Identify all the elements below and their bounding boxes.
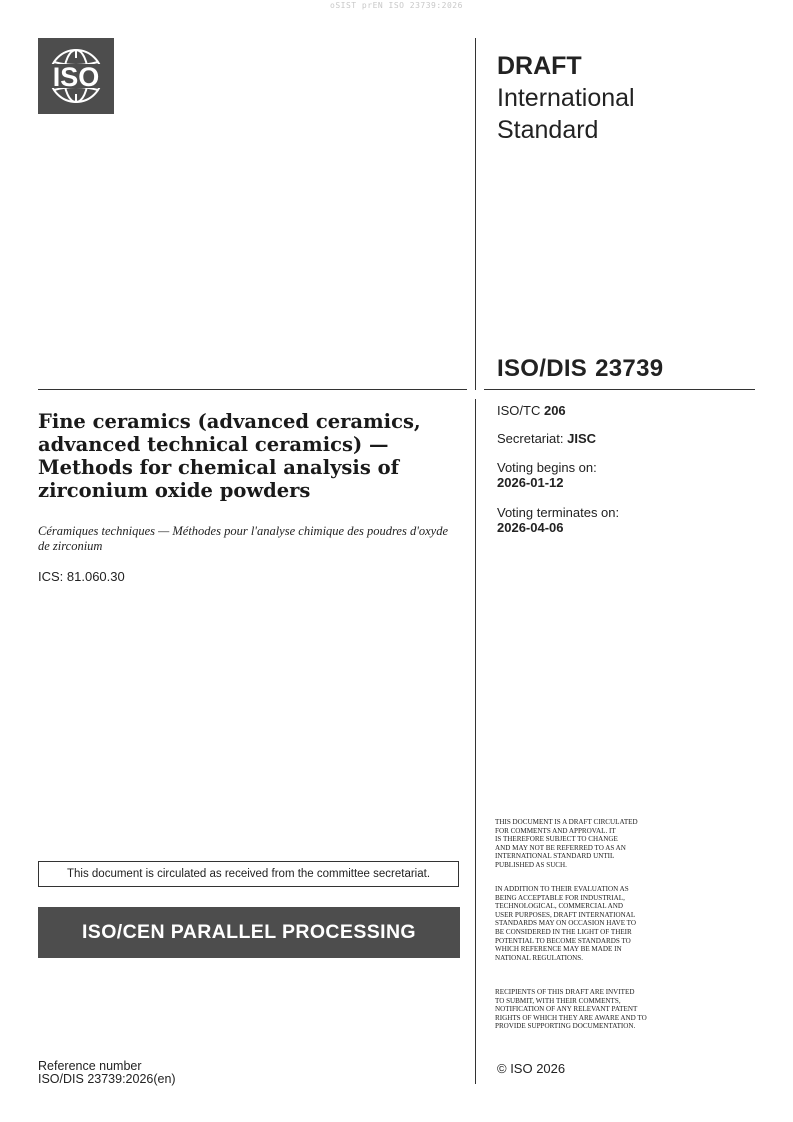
logo-text: ISO — [52, 62, 100, 92]
technical-committee — [497, 403, 566, 418]
secretariat-value: JISC — [567, 431, 597, 446]
voting-begins — [497, 460, 597, 490]
international-label: International — [497, 84, 635, 112]
draft-label: DRAFT — [497, 52, 582, 80]
parallel-processing-banner: ISO/CEN PARALLEL PROCESSING — [38, 907, 460, 958]
copyright: © ISO 2026 — [497, 1061, 566, 1076]
document-title: Fine ceramics (advanced ceramics, advanced technical ceramics) — Methods for chemical analysis of zirconium oxide powders — [38, 410, 421, 502]
circulation-notice: This document is circulated as received from the committee secretariat. — [38, 861, 459, 887]
french-title: Céramiques techniques — Méthodes pour l'analyse chimique des poudres d'oxyde de zirconium — [38, 524, 449, 553]
reference-number — [38, 1060, 176, 1086]
draft-notice-paragraph-3: RECIPIENTS OF THIS DRAFT ARE INVITED TO SUBMIT, WITH THEIR COMMENTS, NOTIFICATION OF ANY RELEVANT PATENT RIGHTS OF WHICH THEY ARE AWARE AND TO PROVIDE SUPPORTING DOCUMENTATION. — [495, 988, 647, 1031]
secretariat — [497, 431, 596, 446]
right-rule — [484, 389, 755, 390]
column-divider-bottom — [475, 399, 476, 1084]
tc-label: ISO/TC — [497, 403, 541, 418]
ics-code: ICS: 81.060.30 — [38, 569, 125, 584]
document-number — [497, 355, 663, 383]
document-id: 23739 — [595, 355, 664, 382]
voting-terminates-label: Voting terminates on: — [497, 505, 620, 520]
voting-begins-date: 2026-01-12 — [497, 475, 564, 490]
iso-logo — [38, 38, 114, 114]
left-rule — [38, 389, 467, 390]
voting-terminates-date: 2026-04-06 — [497, 520, 564, 535]
tc-value: 206 — [543, 403, 566, 418]
iso-globe-logo-icon — [38, 38, 114, 114]
reference-value: ISO/DIS 23739:2026(en) — [38, 1072, 176, 1086]
watermark: oSIST prEN ISO 23739:2026 — [330, 1, 463, 10]
column-divider-top — [475, 38, 476, 390]
standard-label: Standard — [497, 116, 599, 144]
voting-begins-label: Voting begins on: — [497, 460, 597, 475]
draft-notice-paragraph-1: THIS DOCUMENT IS A DRAFT CIRCULATED FOR COMMENTS AND APPROVAL. IT IS THEREFORE SUBJECT TO CHANGE AND MAY NOT BE REFERRED TO AS AN INTERNATIONAL STANDARD UNTIL PUBLISHED AS SUCH. — [495, 818, 638, 869]
voting-terminates — [497, 505, 619, 535]
draft-notice-paragraph-2: IN ADDITION TO THEIR EVALUATION AS BEING ACCEPTABLE FOR INDUSTRIAL, TECHNOLOGICAL, COMMERCIAL AND USER PURPOSES, DRAFT INTERNATIONAL STANDARDS MAY ON OCCASION HAVE TO BE CONSIDERED IN THE LIGHT OF THEIR POTENTIAL TO BECOME STANDARDS TO WHICH REFERENCE MAY BE MADE IN NATIONAL REGULATIONS. — [495, 885, 636, 962]
reference-label: Reference number — [38, 1059, 142, 1073]
draft-heading — [497, 50, 635, 146]
secretariat-label: Secretariat: — [497, 431, 564, 446]
document-prefix: ISO/DIS — [497, 355, 588, 382]
